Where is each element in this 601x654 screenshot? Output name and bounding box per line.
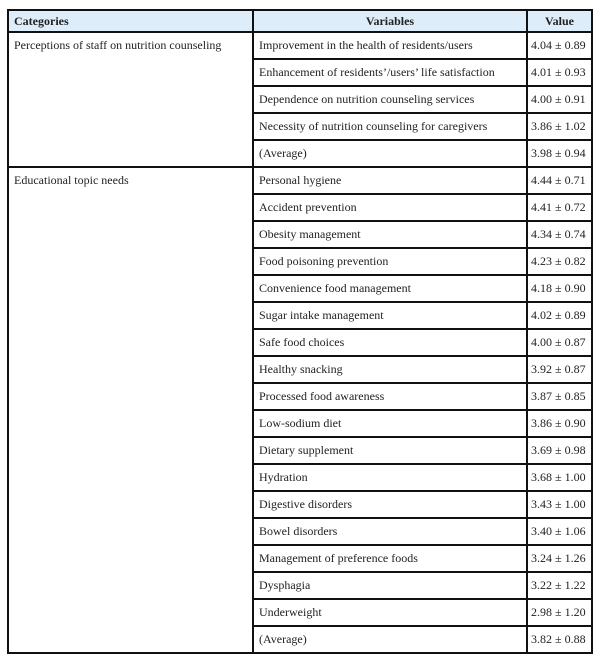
header-value: Value <box>527 10 592 32</box>
value-cell: 4.02 ± 0.89 <box>527 302 592 329</box>
value-cell: 3.82 ± 0.88 <box>527 626 592 653</box>
value-cell: 4.44 ± 0.71 <box>527 167 592 194</box>
variable-cell: Bowel disorders <box>253 518 527 545</box>
variable-cell: Obesity management <box>253 221 527 248</box>
variable-cell: Healthy snacking <box>253 356 527 383</box>
header-variables: Variables <box>253 10 527 32</box>
variable-cell: Enhancement of residents’/users’ life satisfaction <box>253 59 527 86</box>
variable-cell: Hydration <box>253 464 527 491</box>
value-cell: 3.86 ± 1.02 <box>527 113 592 140</box>
variable-cell: Dietary supplement <box>253 437 527 464</box>
value-cell: 3.86 ± 0.90 <box>527 410 592 437</box>
value-cell: 4.34 ± 0.74 <box>527 221 592 248</box>
variable-cell: Accident prevention <box>253 194 527 221</box>
variable-cell: Dysphagia <box>253 572 527 599</box>
value-cell: 4.01 ± 0.93 <box>527 59 592 86</box>
variable-cell: Management of preference foods <box>253 545 527 572</box>
variable-cell: Convenience food management <box>253 275 527 302</box>
value-cell: 3.40 ± 1.06 <box>527 518 592 545</box>
value-cell: 4.23 ± 0.82 <box>527 248 592 275</box>
variable-cell: Necessity of nutrition counseling for caregivers <box>253 113 527 140</box>
category-cell: Perceptions of staff on nutrition counseling <box>8 32 253 167</box>
variable-cell: (Average) <box>253 626 527 653</box>
value-cell: 4.00 ± 0.91 <box>527 86 592 113</box>
value-cell: 3.68 ± 1.00 <box>527 464 592 491</box>
variable-cell: (Average) <box>253 140 527 167</box>
variable-cell: Improvement in the health of residents/users <box>253 32 527 59</box>
value-cell: 4.04 ± 0.89 <box>527 32 592 59</box>
value-cell: 3.43 ± 1.00 <box>527 491 592 518</box>
variable-cell: Sugar intake management <box>253 302 527 329</box>
variable-cell: Processed food awareness <box>253 383 527 410</box>
value-cell: 3.22 ± 1.22 <box>527 572 592 599</box>
variable-cell: Digestive disorders <box>253 491 527 518</box>
value-cell: 2.98 ± 1.20 <box>527 599 592 626</box>
value-cell: 3.24 ± 1.26 <box>527 545 592 572</box>
value-cell: 4.41 ± 0.72 <box>527 194 592 221</box>
variable-cell: Underweight <box>253 599 527 626</box>
value-cell: 3.98 ± 0.94 <box>527 140 592 167</box>
variable-cell: Personal hygiene <box>253 167 527 194</box>
value-cell: 3.69 ± 0.98 <box>527 437 592 464</box>
category-cell: Educational topic needs <box>8 167 253 653</box>
variable-cell: Dependence on nutrition counseling services <box>253 86 527 113</box>
table-body <box>8 32 592 653</box>
value-cell: 3.92 ± 0.87 <box>527 356 592 383</box>
value-cell: 3.87 ± 0.85 <box>527 383 592 410</box>
value-cell: 4.00 ± 0.87 <box>527 329 592 356</box>
table-row <box>8 167 592 194</box>
data-table <box>7 9 593 654</box>
header-categories: Categories <box>8 10 253 32</box>
variable-cell: Safe food choices <box>253 329 527 356</box>
value-cell: 4.18 ± 0.90 <box>527 275 592 302</box>
table-row <box>8 32 592 59</box>
variable-cell: Low-sodium diet <box>253 410 527 437</box>
header-row <box>8 10 592 32</box>
variable-cell: Food poisoning prevention <box>253 248 527 275</box>
